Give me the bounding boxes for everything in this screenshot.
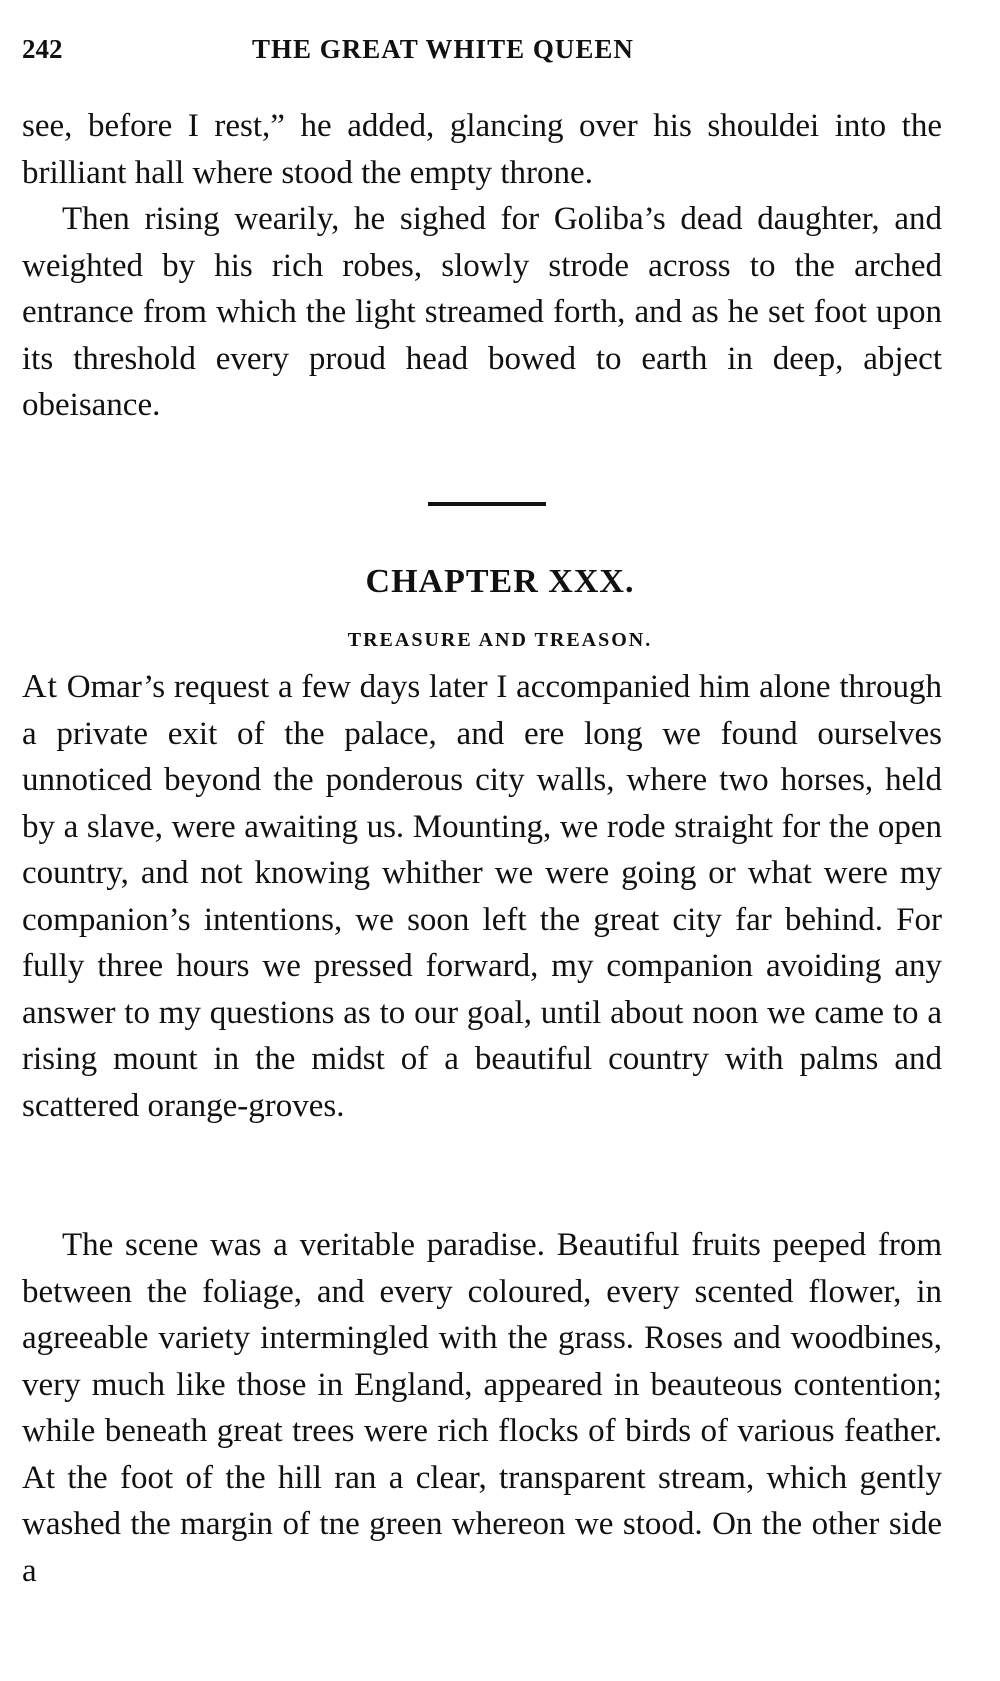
chapter-paragraph-first	[22, 664, 942, 1129]
opening-word: At	[22, 668, 58, 705]
continued-paragraph	[22, 103, 942, 196]
chapter-subheading: TREASURE AND TREASON.	[347, 628, 653, 651]
chapter-paragraph-second: The scene was a veritable paradise. Beautiful fruits peeped from between the foliage, and every coloured, every scented flower, in agreeable variety intermingled with the grass. Roses and woodbines, very much like those in England, appeared in beauteous contention; while beneath great trees were rich flocks of birds of various feather. At the foot of the hill ran a clear, transparent stream, which gently washed the margin of tne green whereon we stood. On the other side a	[22, 1227, 942, 1589]
chapter-opening-paragraph	[22, 664, 942, 1129]
paragraph-second: Then rising wearily, he sighed for Goliba’s dead daughter, and weighted by his rich robes, slowly strode across to the arched entrance from which the light streamed forth, and as he set foot upon its threshold every proud head bowed to earth in deep, abject obeisance.	[22, 201, 942, 423]
running-title: THE GREAT WHITE QUEEN	[252, 34, 634, 64]
chapter-separator-rule	[428, 502, 546, 506]
scene-paragraph	[22, 1222, 942, 1594]
paragraph-continuation: see, before I rest,” he added, glancing over his shouldei into the brilliant hall where stood the empty throne.	[22, 108, 942, 191]
page-number: 242	[22, 34, 63, 64]
second-paragraph	[22, 196, 942, 429]
chapter-heading: CHAPTER XXX.	[365, 562, 635, 600]
running-header	[22, 34, 942, 74]
opening-paragraph-text: Omar’s request a few days later I accompanied him alone through a private exit of the palace, and ere long we found ourselves unnoticed beyond the ponderous city walls, where two horses, held by a slave, were awaiting us. Mounting, we rode straight for the open country, and not knowing whither we were going or what were my companion’s intentions, we soon left the great city far behind. For fully three hours we pressed forward, my companion avoiding any answer to my questions as to our goal, until about noon we came to a rising mount in the midst of a beautiful country with palms and scattered orange-groves.	[22, 669, 942, 1124]
